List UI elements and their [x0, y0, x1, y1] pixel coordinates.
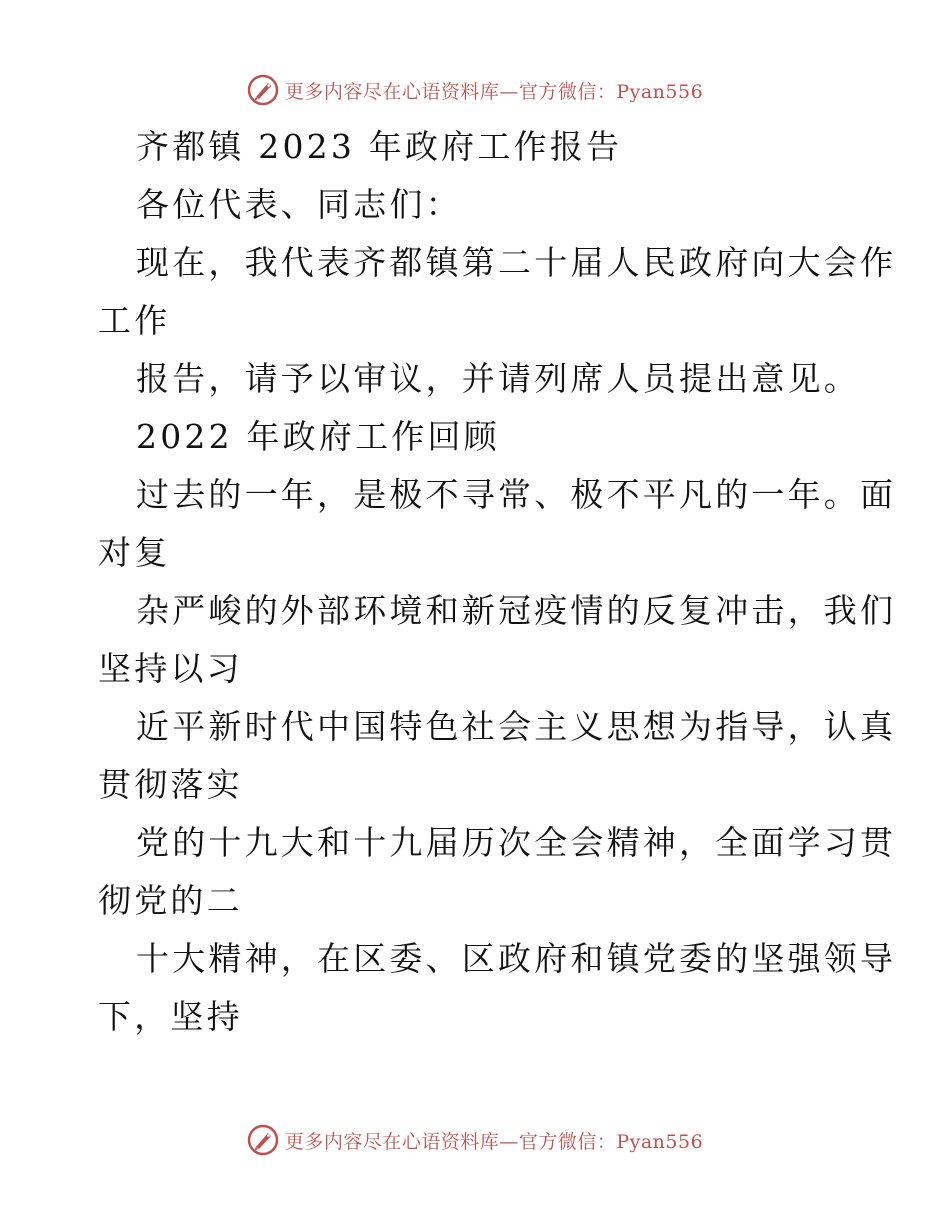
quill-pen-logo-icon — [247, 74, 279, 106]
paragraph-line: 党的十九大和十九届历次全会精神，全面学习贯 — [136, 823, 897, 862]
watermark-text: 更多内容尽在心语资料库—官方微信：Pyan556 — [284, 1130, 704, 1153]
paragraph-line: 彻党的二 — [98, 881, 243, 920]
salutation: 各位代表、同志们： — [136, 185, 462, 224]
quill-pen-logo-icon — [247, 1124, 279, 1156]
paragraph-line: 对复 — [98, 533, 171, 572]
paragraph-line: 近平新时代中国特色社会主义思想为指导，认真 — [136, 707, 897, 746]
paragraph-line: 杂严峻的外部环境和新冠疫情的反复冲击，我们 — [136, 591, 897, 630]
paragraph-line: 下，坚持 — [98, 997, 243, 1036]
paragraph-line: 工作 — [98, 301, 171, 340]
paragraph-line: 坚持以习 — [98, 649, 243, 688]
paragraph-line: 过去的一年，是极不寻常、极不平凡的一年。面 — [136, 475, 897, 514]
footer-watermark — [0, 1120, 950, 1160]
paragraph-line: 十大精神，在区委、区政府和镇党委的坚强领导 — [136, 939, 897, 978]
section-heading: 2022 年政府工作回顾 — [136, 417, 500, 456]
document-title: 齐都镇 2023 年政府工作报告 — [136, 127, 623, 166]
paragraph-line: 报告，请予以审议，并请列席人员提出意见。 — [136, 359, 860, 398]
watermark-text: 更多内容尽在心语资料库—官方微信：Pyan556 — [284, 80, 704, 103]
document-body — [98, 118, 897, 1046]
header-watermark — [0, 70, 950, 110]
paragraph-line: 现在，我代表齐都镇第二十届人民政府向大会作 — [136, 243, 897, 282]
paragraph-line: 贯彻落实 — [98, 765, 243, 804]
